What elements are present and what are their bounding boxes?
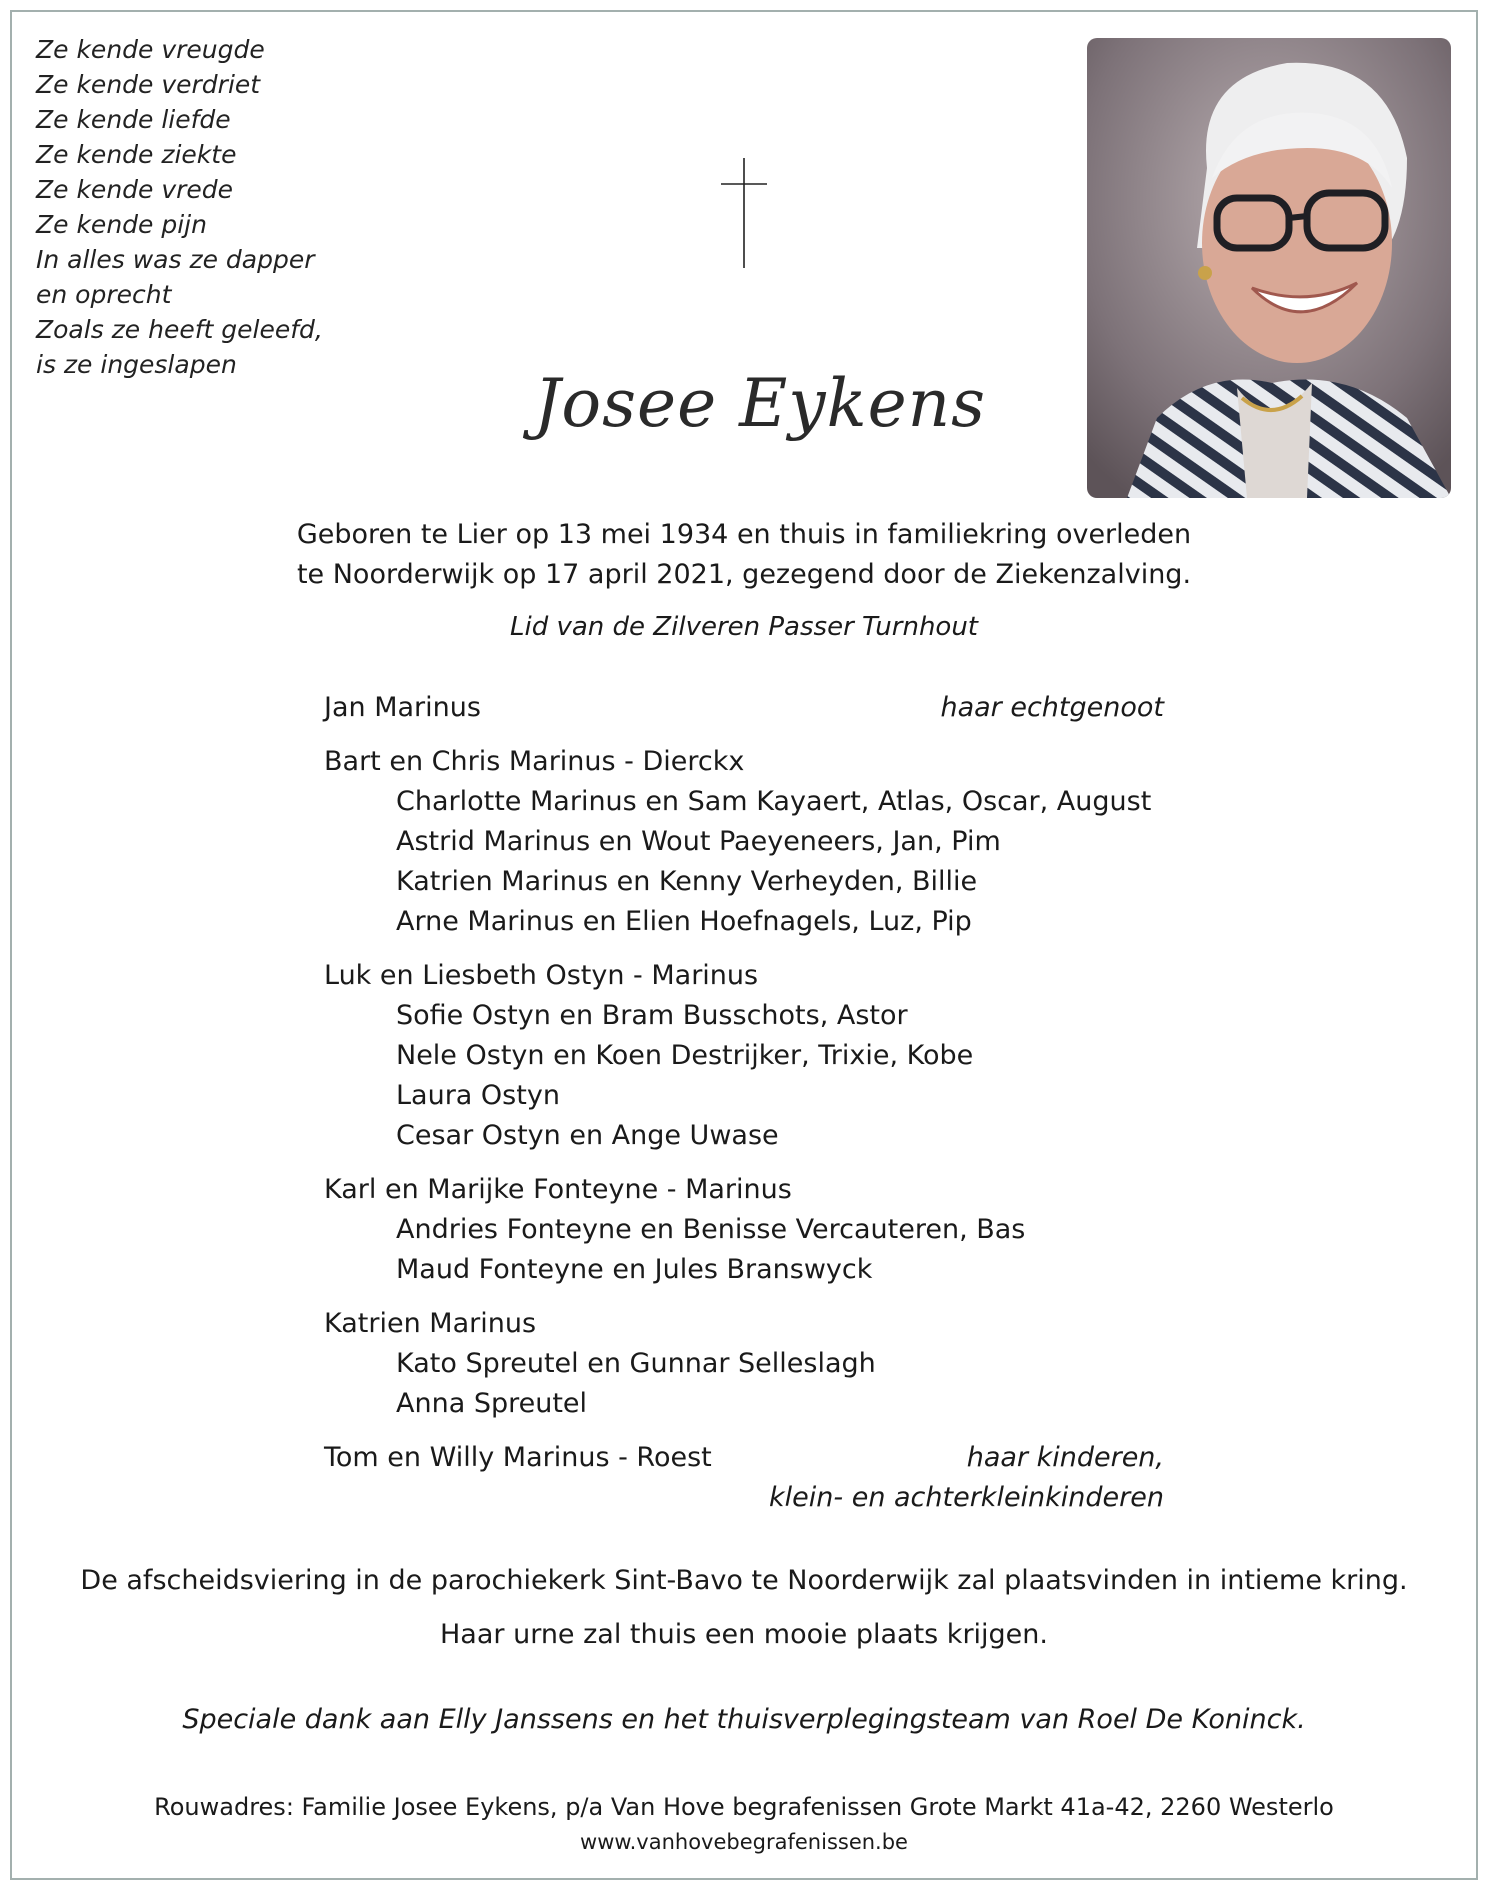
spouse-note: haar echtgenoot (940, 692, 1164, 723)
poem-line: Ze kende liefde (36, 105, 231, 134)
family-head: Luk en Liesbeth Ostyn - Marinus (324, 960, 759, 991)
grandchildren-note-row (324, 1478, 1164, 1518)
family-member: Sofie Ostyn en Bram Busschots, Astor (396, 1000, 908, 1031)
poem-line: In alles was ze dapper (36, 245, 315, 274)
poem-line: en oprecht (36, 280, 172, 309)
family-member: Maud Fonteyne en Jules Branswyck (396, 1254, 873, 1285)
family-member: Andries Fonteyne en Benisse Vercauteren, Bas (396, 1214, 1026, 1245)
children-note: haar kinderen, (966, 1442, 1164, 1473)
urn-text: Haar urne zal thuis een mooie plaats krijgen. (440, 1619, 1048, 1650)
family-head: Tom en Willy Marinus - Roest (324, 1442, 712, 1473)
family-member: Astrid Marinus en Wout Paeyeneers, Jan, Pim (396, 826, 1001, 857)
poem-line: Ze kende vrede (36, 175, 234, 204)
family-head: Katrien Marinus (324, 1308, 537, 1339)
membership-text: Lid van de Zilveren Passer Turnhout (510, 612, 978, 642)
family-head-row (324, 1438, 1164, 1478)
family-member: Cesar Ostyn en Ange Uwase (396, 1120, 779, 1151)
address-text: Rouwadres: Familie Josee Eykens, p/a Van Hove begrafenissen Grote Markt 41a-42, 2260 Westerlo (154, 1793, 1334, 1821)
family-member: Laura Ostyn (396, 1080, 560, 1111)
family-member: Anna Spreutel (396, 1388, 588, 1419)
poem-line: Zoals ze heeft geleefd, (36, 315, 323, 344)
poem-line: is ze ingeslapen (36, 350, 237, 379)
spouse-row (324, 688, 1164, 728)
grandchildren-note: klein- en achterkleinkinderen (769, 1482, 1164, 1513)
poem-line: Ze kende vreugde (36, 35, 265, 64)
poem-line: Ze kende ziekte (36, 140, 237, 169)
death-line: te Noorderwijk op 17 april 2021, gezegend door de Ziekenzalving. (296, 559, 1192, 590)
portrait-photo (1087, 38, 1451, 498)
cross-icon (721, 158, 767, 268)
family-member: Katrien Marinus en Kenny Verheyden, Billie (396, 866, 978, 897)
birth-line: Geboren te Lier op 13 mei 1934 en thuis in familiekring overleden (296, 519, 1192, 550)
family-groups (324, 742, 1164, 1424)
birth-death-text (0, 515, 1488, 595)
thanks-text: Speciale dank aan Elly Janssens en het thuisverplegingsteam van Roel De Koninck. (182, 1704, 1306, 1735)
poem-line: Ze kende pijn (36, 210, 207, 239)
family-member: Nele Ostyn en Koen Destrijker, Trixie, Kobe (396, 1040, 974, 1071)
poem-line: Ze kende verdriet (36, 70, 261, 99)
family-list (324, 688, 1164, 1518)
family-head: Bart en Chris Marinus - Dierckx (324, 746, 745, 777)
family-member: Charlotte Marinus en Sam Kayaert, Atlas, Oscar, August (396, 786, 1152, 817)
family-member: Kato Spreutel en Gunnar Selleslagh (396, 1348, 876, 1379)
poem (36, 32, 323, 382)
family-member: Arne Marinus en Elien Hoefnagels, Luz, Pip (396, 906, 972, 937)
spouse-name: Jan Marinus (324, 692, 481, 723)
deceased-name: Josee Eykens (533, 365, 987, 442)
funeral-text: De afscheidsviering in de parochiekerk Sint-Bavo te Noorderwijk zal plaatsvinden in intieme kring. (80, 1565, 1408, 1596)
family-head: Karl en Marijke Fonteyne - Marinus (324, 1174, 792, 1205)
website-link[interactable]: www.vanhovebegrafenissen.be (580, 1830, 908, 1854)
